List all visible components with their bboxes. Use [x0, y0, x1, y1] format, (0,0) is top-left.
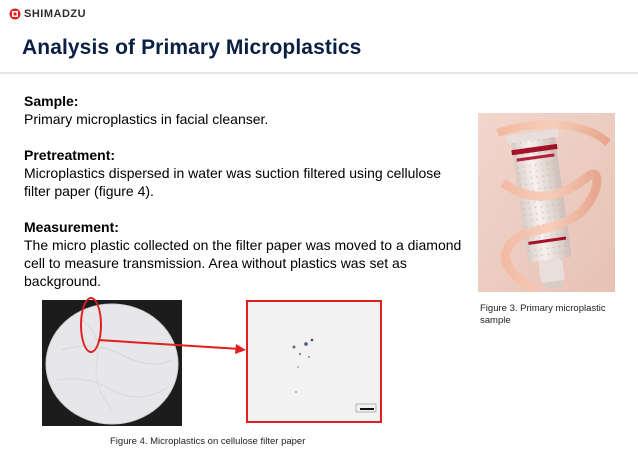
slide-body — [24, 92, 464, 290]
arrow-right-icon — [96, 336, 248, 356]
measurement-text: The micro plastic collected on the filter paper was moved to a diamond cell to measure transmission. Area without plastics was set as background. — [24, 237, 462, 289]
filter-paper-photo — [42, 300, 182, 426]
microscope-image — [246, 300, 382, 423]
sample-text: Primary microplastics in facial cleanser. — [24, 111, 269, 127]
shimadzu-logo-icon — [9, 8, 21, 20]
shimadzu-logo — [9, 7, 86, 21]
slide-title: Analysis of Primary Microplastics — [22, 36, 362, 59]
pretreatment-text: Microplastics dispersed in water was suction filtered using cellulose filter paper (figure 4). — [24, 165, 442, 199]
cleanser-tube-photo — [478, 113, 615, 292]
sample-heading: Sample: — [24, 93, 79, 109]
title-divider — [0, 72, 638, 74]
figure-4-caption: Figure 4. Microplastics on cellulose filter paper — [110, 436, 306, 447]
pretreatment-heading: Pretreatment: — [24, 147, 116, 163]
measurement-heading: Measurement: — [24, 219, 119, 235]
logo-text: SHIMADZU — [24, 8, 87, 20]
figure-3-caption: Figure 3. Primary microplastic sample — [480, 303, 606, 326]
